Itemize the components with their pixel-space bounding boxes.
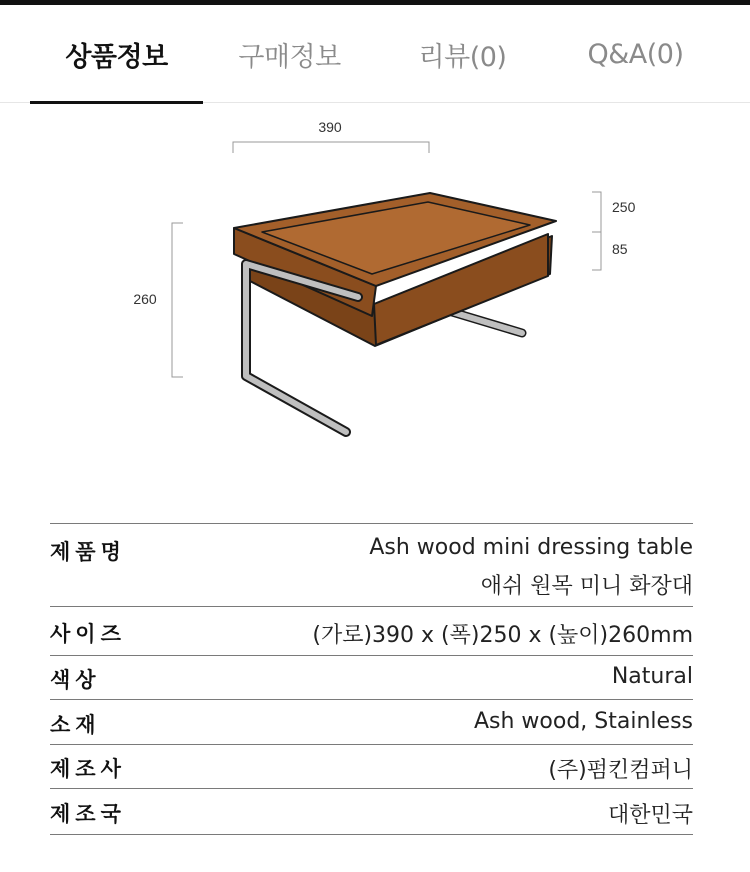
- spec-value-secondary: 애쉬 원목 미니 화장대: [480, 574, 693, 599]
- depth-dimension: [592, 192, 636, 270]
- spec-row-country: [50, 789, 693, 835]
- depth-dimension-label: 250: [612, 199, 636, 215]
- spec-label: 색상: [50, 668, 101, 692]
- spec-value: Ash wood, Stainless: [473, 709, 693, 734]
- dressing-table-illustration: [234, 193, 556, 432]
- spec-value: (주)펌킨컴퍼니: [548, 758, 693, 783]
- spec-value: Ash wood mini dressing table: [369, 535, 693, 560]
- tab-product-info[interactable]: 상품정보: [65, 41, 168, 73]
- width-dimension-label: 390: [318, 119, 342, 135]
- spec-value: 대한민국: [607, 803, 693, 828]
- height-dimension-label: 260: [133, 291, 157, 307]
- product-dimension-diagram: [0, 104, 750, 504]
- spec-row-manufacturer: [50, 745, 693, 789]
- spec-label: 제조국: [50, 802, 126, 826]
- spec-row-product-name: [50, 524, 693, 607]
- spec-row-size: [50, 607, 693, 656]
- tab-reviews[interactable]: 리뷰(0): [418, 41, 507, 73]
- spec-value: Natural: [611, 664, 693, 689]
- product-tabs: [0, 5, 750, 103]
- width-dimension: [233, 119, 429, 153]
- product-spec-table: [50, 523, 693, 835]
- tab-purchase-info[interactable]: 구매정보: [238, 41, 341, 73]
- tab-qna[interactable]: Q&A(0): [587, 38, 684, 70]
- spec-row-color: [50, 656, 693, 700]
- height-dimension: [133, 223, 183, 377]
- spec-label: 사이즈: [50, 622, 126, 646]
- drawer-dimension-label: 85: [612, 241, 628, 257]
- spec-label: 제품명: [50, 540, 126, 564]
- spec-label: 소재: [50, 713, 101, 737]
- spec-row-material: [50, 700, 693, 745]
- spec-label: 제조사: [50, 757, 126, 781]
- spec-value: (가로)390 x (폭)250 x (높이)260mm: [312, 623, 693, 648]
